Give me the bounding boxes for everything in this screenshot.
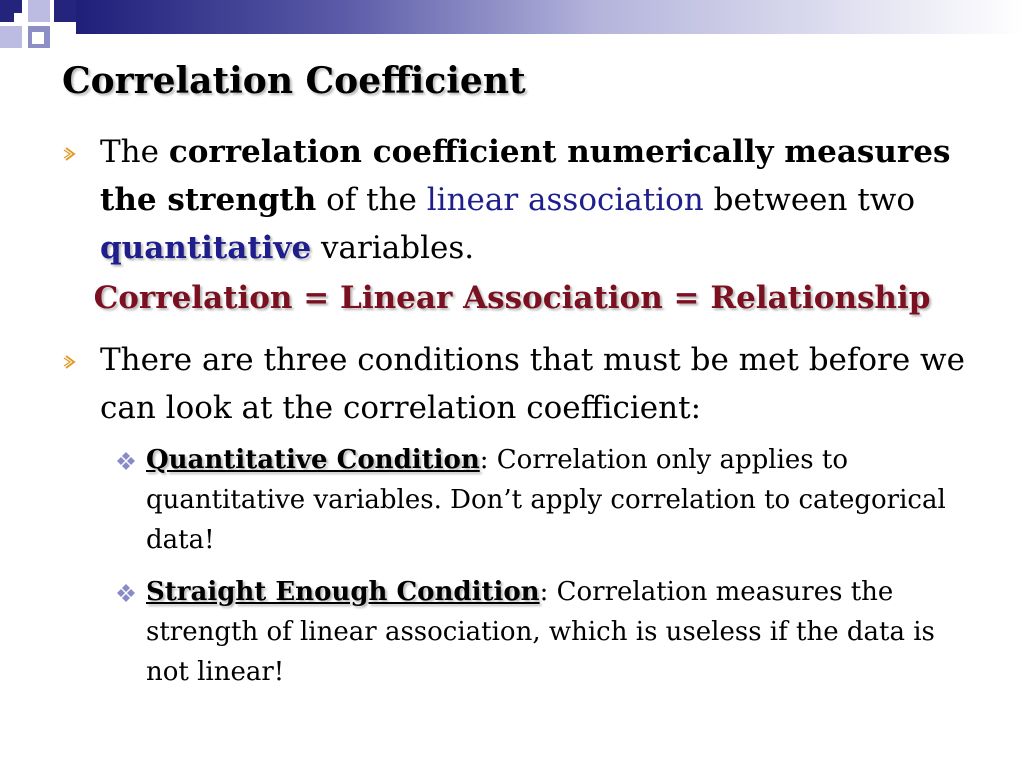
bullet1-text-part: of the bbox=[316, 182, 427, 218]
title-gradient-bar bbox=[76, 0, 1024, 34]
slide-title: Correlation Coefficient bbox=[62, 60, 526, 102]
quantitative-term: quantitative bbox=[100, 230, 312, 266]
bullet1-text-part: variables. bbox=[311, 230, 475, 266]
sub-bullet-quantitative-condition bbox=[146, 440, 956, 560]
bullet-correlation-definition bbox=[100, 128, 980, 272]
diamond-bullet-icon bbox=[117, 584, 135, 602]
correlation-equation-headline: Correlation = Linear Association = Relationship bbox=[93, 280, 931, 316]
bullet1-text-part: The bbox=[100, 134, 169, 170]
quantitative-condition-text: : Correlation only applies to quantitative variables. Don’t apply correlation to categorical data! bbox=[146, 445, 946, 555]
straight-enough-condition-text: : Correlation measures the strength of linear association, which is useless if the data is not linear! bbox=[146, 577, 935, 687]
bullet-three-conditions: There are three conditions that must be met before we can look at the correlation coefficient: bbox=[100, 342, 965, 426]
linear-association-term: linear association bbox=[426, 182, 704, 218]
straight-enough-condition-label: Straight Enough Condition bbox=[146, 577, 540, 607]
arrow-bullet-icon bbox=[62, 146, 78, 162]
arrow-bullet-icon bbox=[62, 354, 78, 370]
bullet1-text-part: between two bbox=[703, 182, 915, 218]
sub-bullet-straight-enough-condition bbox=[146, 572, 956, 692]
quantitative-condition-label: Quantitative Condition bbox=[146, 445, 480, 475]
bullet1-bold-phrase: correlation coefficient numerically measures the strength bbox=[100, 134, 951, 218]
diamond-bullet-icon bbox=[117, 452, 135, 470]
